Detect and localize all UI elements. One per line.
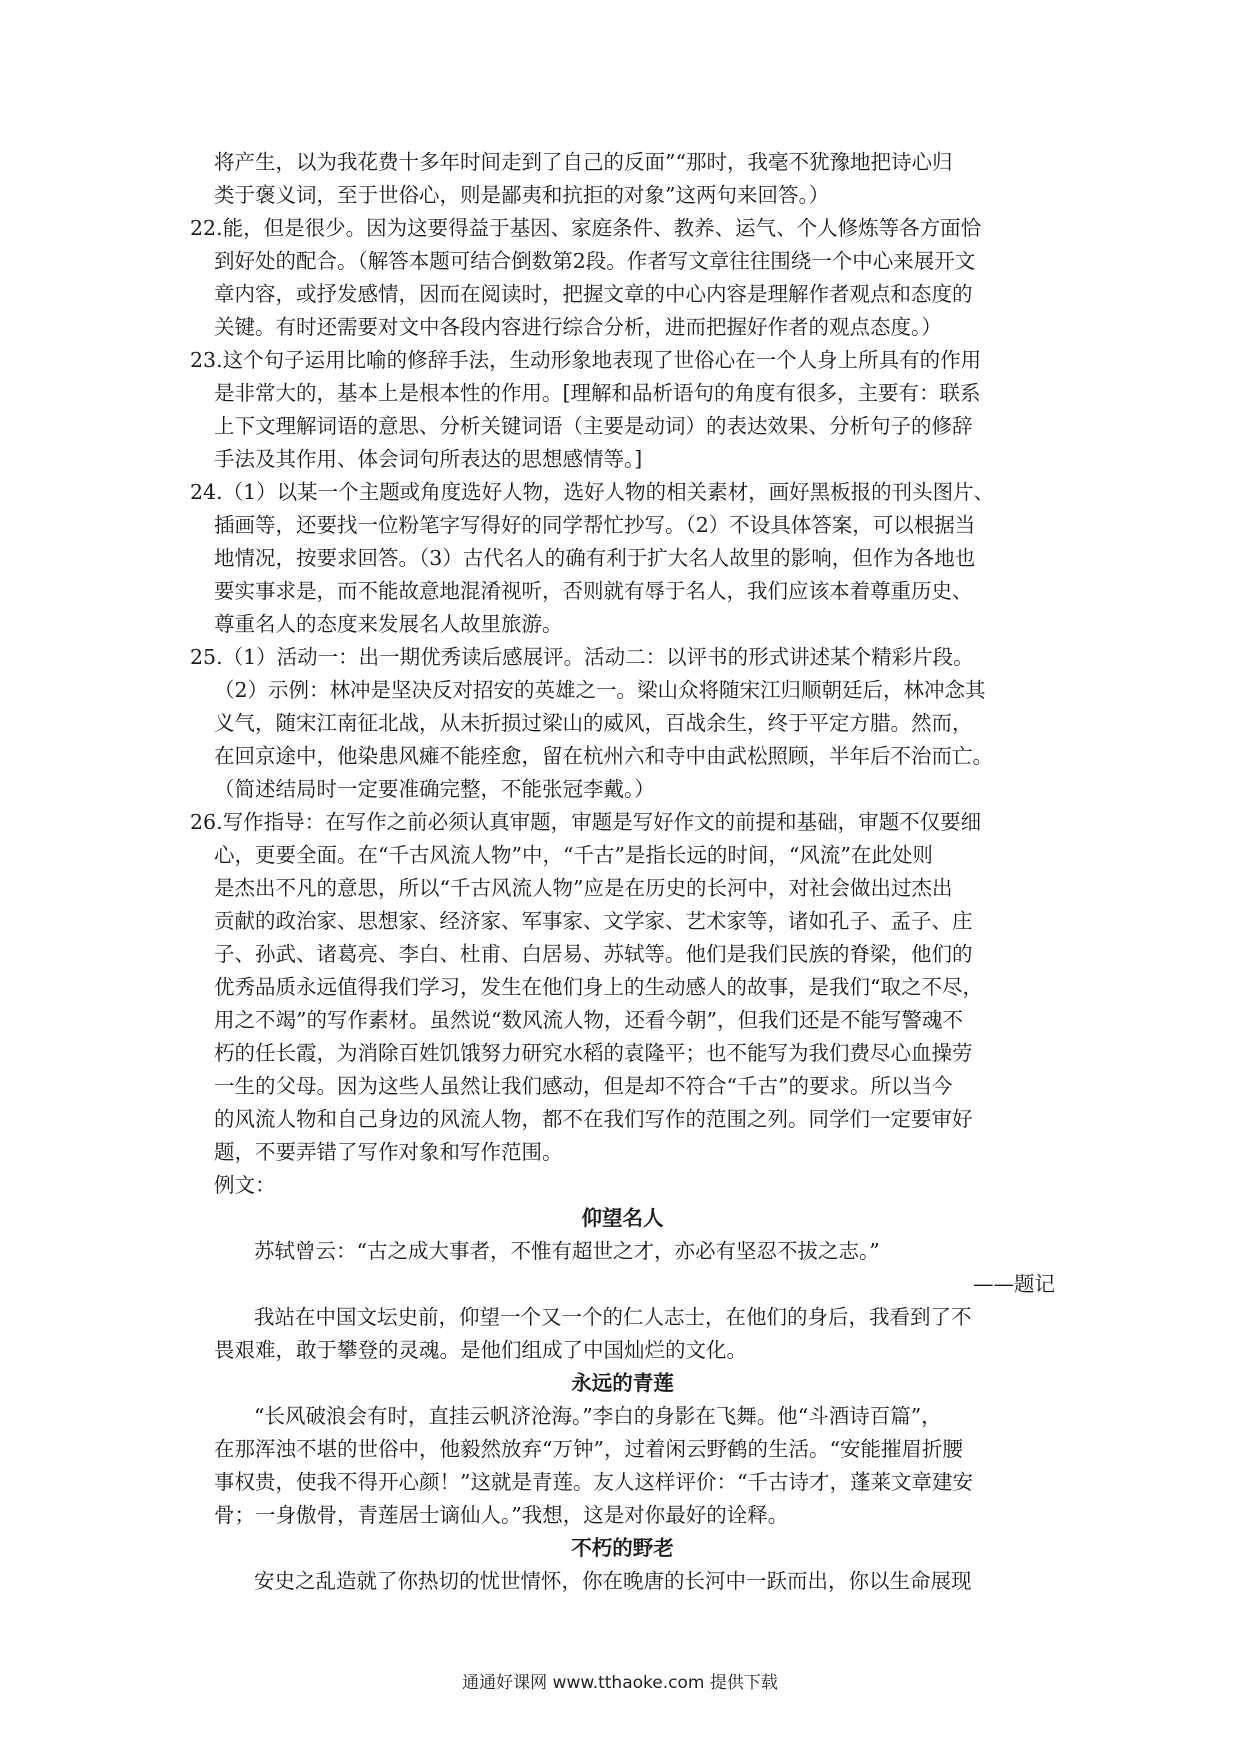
text-line: 章内容，或抒发感情，因而在阅读时，把握文章的中心内容是理解作者观点和态度的	[214, 282, 973, 306]
text-line: 畏艰难，敢于攀登的灵魂。是他们组成了中国灿烂的文化。	[214, 1338, 747, 1362]
text-line: “长风破浪会有时，直挂云帆济沧海。”李白的身影在飞舞。他“斗酒诗百篇”，	[254, 1404, 942, 1428]
text-line: 不朽的野老	[571, 1536, 674, 1560]
text-line: 朽的任长霞，为消除百姓饥饿努力研究水稻的袁隆平；也不能写为我们费尽心血操劳	[214, 1041, 973, 1065]
text-line: 22.能，但是很少。因为这要得益于基因、家庭条件、教养、运气、个人修炼等各方面恰	[190, 216, 982, 240]
answer-text-body	[190, 146, 1055, 1598]
text-line: 的风流人物和自己身边的风流人物，都不在我们写作的范围之列。同学们一定要审好	[214, 1107, 973, 1131]
text-line: 是杰出不凡的意思，所以“千古风流人物”应是在历史的长河中，对社会做出过杰出	[214, 876, 953, 900]
text-line: 心，更要全面。在“千古风流人物”中，“千古”是指长远的时间，“风流”在此处则	[214, 843, 933, 867]
text-line: 永远的青莲	[571, 1371, 674, 1395]
text-line: 安史之乱造就了你热切的忧世情怀，你在晚唐的长河中一跃而出，你以生命展现	[254, 1569, 972, 1593]
text-line: 26.写作指导：在写作之前必须认真审题，审题是写好作文的前提和基础，审题不仅要细	[190, 810, 982, 834]
text-line: 到好处的配合。（解答本题可结合倒数第2段。作者写文章往往围绕一个中心来展开文	[214, 249, 976, 273]
text-line: 将产生，以为我花费十多年时间走到了自己的反面”“那时，我毫不犹豫地把诗心归	[214, 150, 953, 174]
text-line: 类于褒义词，至于世俗心，则是鄙夷和抗拒的对象”这两句来回答。）	[214, 183, 830, 207]
text-line: 优秀品质永远值得我们学习，发生在他们身上的生动感人的故事，是我们“取之不尽，	[214, 975, 983, 999]
text-line: 地情况，按要求回答。（3）古代名人的确有利于扩大名人故里的影响，但作为各地也	[214, 546, 976, 570]
text-line: ——题记	[973, 1272, 1055, 1296]
text-line: 苏轼曾云：“古之成大事者，不惟有超世之才，亦必有坚忍不拔之志。”	[254, 1239, 880, 1263]
text-line: 用之不竭”的写作素材。虽然说“数风流人物，还看今朝”，但我们还是不能写警魂不	[214, 1008, 963, 1032]
text-line: 要实事求是，而不能故意地混淆视听，否则就有辱于名人，我们应该本着尊重历史、	[214, 579, 973, 603]
text-line: 贡献的政治家、思想家、经济家、军事家、文学家、艺术家等，诸如孔子、孟子、庄	[214, 909, 973, 933]
text-line: （简述结局时一定要准确完整，不能张冠李戴。）	[214, 777, 655, 801]
text-line: 关键。有时还需要对文中各段内容进行综合分析，进而把握好作者的观点态度。）	[214, 315, 942, 339]
text-line: 例文：	[214, 1173, 276, 1197]
text-line: 手法及其作用、体会词句所表达的思想感情等。]	[214, 447, 643, 471]
text-line: 插画等，还要找一位粉笔字写得好的同学帮忙抄写。（2）不设具体答案，可以根据当	[214, 513, 976, 537]
text-line: 是非常大的，基本上是根本性的作用。[理解和品析语句的角度有很多，主要有：联系	[214, 381, 981, 405]
text-line: 仰望名人	[581, 1206, 664, 1230]
text-line: 23.这个句子运用比喻的修辞手法，生动形象地表现了世俗心在一个人身上所具有的作用	[190, 348, 982, 372]
text-line: 25.（1）活动一：出一期优秀读后感展评。活动二：以评书的形式讲述某个精彩片段。	[190, 645, 974, 669]
text-line: 我站在中国文坛史前，仰望一个又一个的仁人志士，在他们的身后，我看到了不	[254, 1305, 972, 1329]
text-line: 在那浑浊不堪的世俗中，他毅然放弃“万钟”，过着闲云野鹤的生活。“安能摧眉折腰	[214, 1437, 963, 1461]
text-line: 在回京途中，他染患风瘫不能痊愈，留在杭州六和寺中由武松照顾，半年后不治而亡。	[214, 744, 993, 768]
text-line: 子、孙武、诸葛亮、李白、杜甫、白居易、苏轼等。他们是我们民族的脊梁，他们的	[214, 942, 973, 966]
text-line: 一生的父母。因为这些人虽然让我们感动，但是却不符合“千古”的要求。所以当今	[214, 1074, 953, 1098]
page-footer: 通通好课网 www.tthaoke.com 提供下载	[462, 1673, 778, 1693]
text-line: 骨；一身傲骨，青莲居士谪仙人。”我想，这是对你最好的诠释。	[214, 1503, 789, 1527]
text-line: 24.（1）以某一个主题或角度选好人物，选好人物的相关素材，画好黑板报的刊头图片、	[190, 480, 995, 504]
text-line: 题，不要弄错了写作对象和写作范围。	[214, 1140, 563, 1164]
text-line: （2）示例：林冲是坚决反对招安的英雄之一。梁山众将随宋江归顺朝廷后，林冲念其	[214, 678, 986, 702]
text-line: 尊重名人的态度来发展名人故里旅游。	[214, 612, 563, 636]
text-line: 事权贵，使我不得开心颜！”这就是青莲。友人这样评价：“千古诗才，蓬莱文章建安	[214, 1470, 973, 1494]
text-line: 义气，随宋江南征北战，从未折损过梁山的威风，百战余生，终于平定方腊。然而，	[214, 711, 973, 735]
text-line: 上下文理解词语的意思、分析关键词语（主要是动词）的表达效果、分析句子的修辞	[214, 414, 973, 438]
